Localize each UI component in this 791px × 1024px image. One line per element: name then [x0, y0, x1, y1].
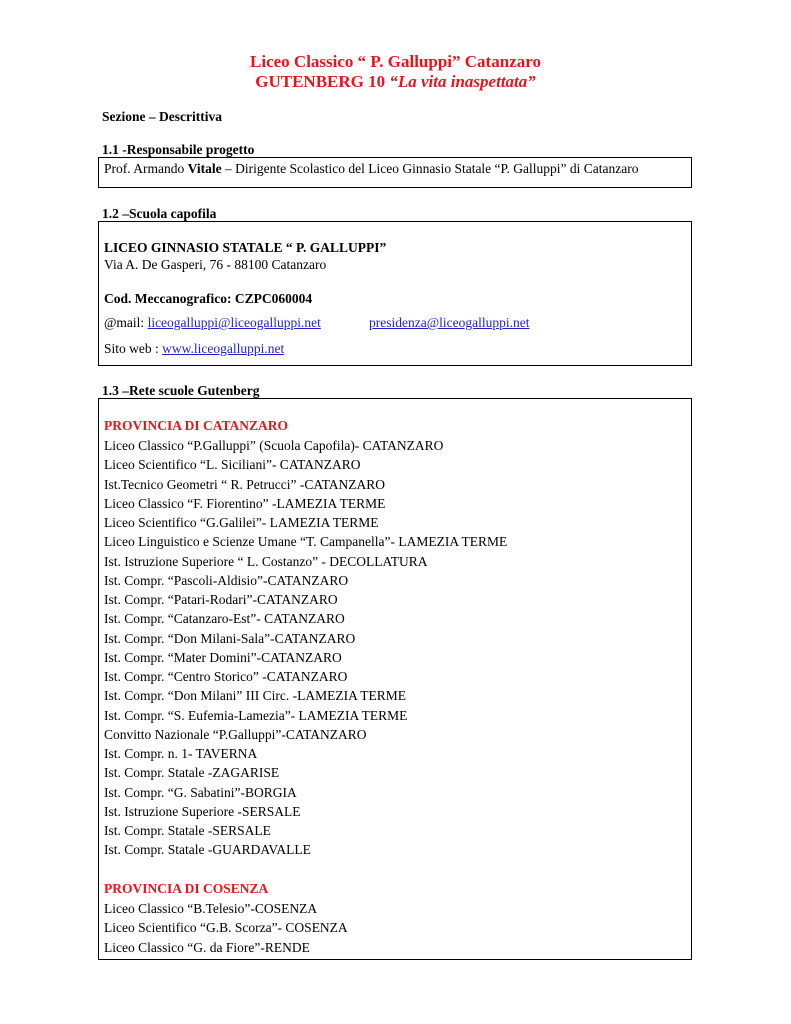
list-item: Ist. Compr. Statale -ZAGARISE [104, 765, 280, 781]
province-cosenza-title: PROVINCIA DI COSENZA [104, 881, 269, 896]
responsabile-text [104, 160, 639, 177]
list-item: Liceo Scientifico “G.Galilei”- LAMEZIA TERME [104, 515, 379, 530]
list-item: Liceo Scientifico “L. Siciliani”- CATANZARO [104, 457, 361, 473]
list-item: Liceo Classico “B.Telesio”-COSENZA [104, 901, 318, 916]
list-item: Ist. Compr. “Centro Storico” -CATANZARO [104, 669, 348, 684]
site-label: Sito web : [104, 341, 163, 356]
capofila-site-row [104, 340, 284, 357]
heading-rete: 1.3 –Rete scuole Gutenberg [102, 383, 260, 398]
section-label: Sezione – Descrittiva [102, 109, 222, 124]
heading-capofila: 1.2 –Scuola capofila [102, 206, 217, 221]
mail-link-2[interactable]: presidenza@liceogalluppi.net [369, 315, 530, 330]
responsabile-rest: – Dirigente Scolastico del Liceo Ginnasio Statale “P. Galluppi” di Catanzaro [221, 161, 639, 176]
site-link[interactable]: www.liceogalluppi.net [162, 341, 285, 356]
responsabile-prefix: Prof. Armando [104, 161, 188, 176]
list-item: Ist. Compr. “Catanzaro-Est”- CATANZARO [104, 611, 345, 627]
mail-link-1[interactable]: liceogalluppi@liceogalluppi.net [147, 315, 321, 330]
capofila-address: Via A. De Gasperi, 76 - 88100 Catanzaro [104, 257, 327, 272]
mail-label: @mail: [104, 315, 148, 330]
list-item: Ist. Compr. “Don Milani” III Circ. -LAMEZIA TERME [104, 688, 406, 704]
province-catanzaro-title: PROVINCIA DI CATANZARO [104, 418, 289, 433]
list-item: Ist. Compr. “Patari-Rodari”-CATANZARO [104, 592, 338, 607]
list-item: Ist. Compr. “Mater Domini”-CATANZARO [104, 649, 342, 665]
heading-responsabile: 1.1 -Responsabile progetto [102, 142, 255, 157]
subtitle-italic: “La vita inaspettata” [389, 72, 536, 91]
capofila-code: Cod. Meccanografico: CZPC060004 [104, 291, 313, 306]
list-item: Ist.Tecnico Geometri “ R. Petrucci” -CATANZARO [104, 476, 386, 492]
list-item: Convitto Nazionale “P.Galluppi”-CATANZARO [104, 726, 367, 742]
list-item: Liceo Classico “G. da Fiore”-RENDE [104, 939, 310, 955]
list-item: Liceo Scientifico “G.B. Scorza”- COSENZA [104, 920, 348, 936]
list-item: Ist. Compr. n. 1- TAVERNA [104, 746, 258, 761]
capofila-school-name: LICEO GINNASIO STATALE “ P. GALLUPPI” [104, 240, 387, 255]
list-item: Ist. Compr. “Pascoli-Aldisio”-CATANZARO [104, 572, 349, 588]
document-title: Liceo Classico “ P. Galluppi” Catanzaro [250, 52, 541, 71]
list-item: Ist. Compr. “S. Eufemia-Lamezia”- LAMEZIA TERME [104, 707, 408, 723]
capofila-mail-row [104, 314, 321, 331]
list-item: Ist. Compr. Statale -SERSALE [104, 823, 271, 838]
list-item: Ist. Compr. Statale -GUARDAVALLE [104, 842, 311, 858]
province-catanzaro-list [104, 436, 507, 860]
province-cosenza-list [104, 899, 348, 957]
list-item: Ist. Compr. “Don Milani-Sala”-CATANZARO [104, 630, 356, 646]
responsabile-surname: Vitale [187, 161, 222, 176]
capofila-mail2 [369, 314, 530, 331]
list-item: Liceo Classico “F. Fiorentino” -LAMEZIA TERME [104, 495, 386, 511]
document-subtitle [0, 72, 791, 92]
list-item: Ist. Istruzione Superiore “ L. Costanzo” - DECOLLATURA [104, 553, 428, 569]
list-item: Liceo Classico “P.Galluppi” (Scuola Capofila)- CATANZARO [104, 438, 444, 453]
list-item: Ist. Compr. “G. Sabatini”-BORGIA [104, 784, 297, 800]
list-item: Liceo Linguistico e Scienze Umane “T. Campanella”- LAMEZIA TERME [104, 534, 508, 550]
subtitle-plain: GUTENBERG 10 [255, 72, 390, 91]
list-item: Ist. Istruzione Superiore -SERSALE [104, 803, 301, 819]
